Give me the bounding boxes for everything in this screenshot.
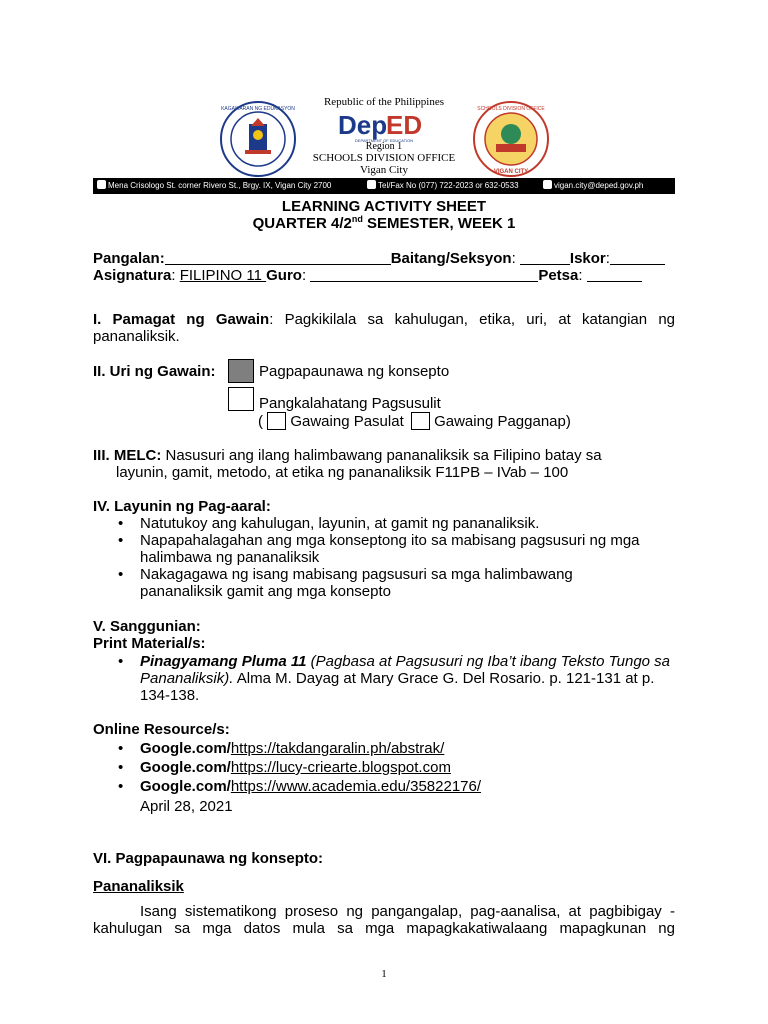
section-5-label: V. Sanggunian: bbox=[93, 618, 201, 635]
online-prefix: Google.com/ bbox=[140, 740, 231, 757]
phone-icon bbox=[367, 180, 376, 189]
section-3-line1: Nasusuri ang ilang halimbawang pananaliksik sa Filipino batay sa bbox=[161, 447, 602, 464]
pagganap-label: Gawaing Pagganap) bbox=[434, 413, 571, 430]
svg-text:Dep: Dep bbox=[338, 110, 388, 140]
section-3-label: III. MELC: bbox=[93, 447, 162, 464]
telfax bbox=[367, 178, 519, 194]
right-seal bbox=[472, 100, 550, 178]
title-quarter: QUARTER 4/2 bbox=[252, 215, 352, 232]
left-seal bbox=[219, 100, 297, 178]
svg-text:VIGAN CITY: VIGAN CITY bbox=[493, 169, 529, 175]
title-sup: nd bbox=[351, 214, 363, 224]
online-link[interactable]: https://takdangaralin.ph/abstrak/ bbox=[230, 740, 445, 757]
online-item bbox=[111, 759, 671, 776]
objective-item: • Nakagagawa ng isang mabisang pagsusuri sa mga halimbawang pananaliksik gamit ang mga konsepto bbox=[111, 566, 620, 600]
objective-item: • Napapahalagahan ang mga konseptong ito sa mabisang pagsusuri ng mga halimbawa ng pananaliksik bbox=[111, 532, 666, 566]
section-6-label: VI. Pagpapaunawa ng konsepto: bbox=[93, 850, 324, 867]
section-1-label: I. Pamagat ng Gawain bbox=[93, 311, 270, 328]
print-list bbox=[111, 653, 683, 704]
email-text: vigan.city@deped.gov.ph bbox=[554, 181, 644, 190]
paragraph-line1: Isang sistematikong proseso ng pangangalap, pag-aanalisa, at pagbibigay - bbox=[140, 903, 675, 920]
title-line2 bbox=[200, 215, 568, 232]
pasulat-checkbox[interactable] bbox=[267, 412, 286, 430]
objectives-list bbox=[111, 515, 671, 600]
option2-label: Pangkalahatang Pagsusulit bbox=[259, 395, 441, 412]
option2-checkbox[interactable] bbox=[228, 387, 254, 411]
pagganap-checkbox[interactable] bbox=[411, 412, 430, 430]
pangalan-label: Pangalan bbox=[93, 250, 160, 267]
paren-open: ( bbox=[258, 413, 263, 430]
section-2-label: II. Uri ng Gawain: bbox=[93, 363, 216, 380]
address bbox=[97, 178, 331, 194]
print-label: Print Material/s: bbox=[93, 635, 206, 652]
online-prefix: Google.com/ bbox=[140, 759, 231, 776]
option1-label: Pagpapaunawa ng konsepto bbox=[259, 363, 450, 380]
fields-row2: Asignatura: FILIPINO 11 Guro: Petsa: bbox=[93, 267, 693, 284]
office-text: SCHOOLS DIVISION OFFICE bbox=[312, 152, 456, 164]
republic-text: Republic of the Philippines bbox=[323, 96, 445, 108]
email bbox=[543, 178, 643, 194]
online-item bbox=[111, 740, 671, 757]
book-subtitle: (Pagbasa at Pagsusuri ng Iba’t ibang Teksto Tungo sa Pananaliksik). bbox=[140, 653, 671, 687]
suboptions-row bbox=[258, 412, 571, 430]
online-link[interactable]: https://lucy-criearte.blogspot.com bbox=[230, 759, 451, 776]
guro-label: Guro bbox=[266, 267, 302, 284]
deped-seal-icon bbox=[219, 100, 297, 178]
section-6-subheading: Pananaliksik bbox=[93, 878, 184, 895]
baitang-label: Baitang/Seksyon bbox=[390, 250, 512, 267]
page-number: 1 bbox=[381, 968, 387, 980]
city-text: Vigan City bbox=[360, 164, 408, 176]
address-text: Mena Crisologo St. corner Rivero St., Brgy. IX, Vigan City 2700 bbox=[108, 181, 332, 190]
petsa-label: Petsa bbox=[538, 267, 579, 284]
pangalan-field[interactable] bbox=[165, 250, 391, 265]
asignatura-label: Asignatura bbox=[93, 267, 172, 284]
region-text: Region 1 bbox=[365, 141, 403, 152]
section-1-text: : Pagkikilala sa kahulugan, etika, uri, at katangian ng pananaliksik. bbox=[93, 311, 675, 345]
pasulat-label: Gawaing Pasulat bbox=[290, 413, 404, 430]
section-1 bbox=[93, 311, 675, 345]
deped-logo bbox=[336, 110, 432, 144]
title-semester: SEMESTER, WEEK 1 bbox=[362, 215, 516, 232]
contact-bar bbox=[93, 178, 675, 194]
book-authors: Alma M. Dayag at Mary Grace G. Del Rosario. p. 121-131 at p. 134-138. bbox=[140, 670, 655, 704]
section-6-paragraph bbox=[93, 903, 675, 937]
section-4-label: IV. Layunin ng Pag-aaral: bbox=[93, 498, 271, 515]
telfax-text: Tel/Fax No (077) 722-2023 or 632-0533 bbox=[378, 181, 519, 190]
section-3 bbox=[93, 447, 693, 481]
iskor-label: Iskor bbox=[569, 250, 606, 267]
online-label: Online Resource/s: bbox=[93, 721, 230, 738]
fields-row1: Pangalan: Baitang/Seksyon: Iskor: bbox=[93, 250, 693, 267]
svg-text:DEPARTMENT OF EDUCATION: DEPARTMENT OF EDUCATION bbox=[354, 138, 414, 143]
objective-item: • Natutukoy ang kahulugan, layunin, at gamit ng pananaliksik. bbox=[111, 515, 671, 532]
baitang-field[interactable] bbox=[520, 250, 570, 265]
deped-logo-icon bbox=[336, 110, 432, 144]
online-list bbox=[111, 740, 671, 795]
iskor-field[interactable] bbox=[610, 250, 665, 265]
svg-text:KAGAWARAN NG EDUKASYON: KAGAWARAN NG EDUKASYON bbox=[221, 106, 295, 112]
location-pin-icon bbox=[97, 180, 106, 189]
option1-checkbox[interactable] bbox=[228, 359, 254, 383]
title-line1: LEARNING ACTIVITY SHEET bbox=[281, 198, 487, 215]
svg-text:SCHOOLS DIVISION OFFICE: SCHOOLS DIVISION OFFICE bbox=[477, 106, 545, 112]
petsa-field[interactable] bbox=[587, 267, 642, 282]
book-title: Pinagyamang Pluma 11 bbox=[140, 653, 307, 670]
svg-text:ED: ED bbox=[386, 110, 423, 140]
email-icon bbox=[543, 180, 552, 189]
section-3-line2: layunin, gamit, metodo, at etika ng pananaliksik F11PB – IVab – 100 bbox=[116, 464, 569, 481]
sdo-vigan-seal-icon bbox=[472, 100, 550, 178]
online-prefix: Google.com/ bbox=[140, 778, 231, 795]
online-item bbox=[111, 778, 671, 795]
print-item bbox=[111, 653, 680, 704]
paragraph-line2: kahulugan sa mga datos mula sa mga mapagkakatiwalaang mapagkunan ng bbox=[93, 920, 675, 937]
guro-field[interactable] bbox=[310, 267, 538, 282]
access-date: April 28, 2021 bbox=[140, 798, 233, 815]
online-link[interactable]: https://www.academia.edu/35822176/ bbox=[230, 778, 482, 795]
asignatura-value: FILIPINO 11 bbox=[179, 267, 267, 284]
